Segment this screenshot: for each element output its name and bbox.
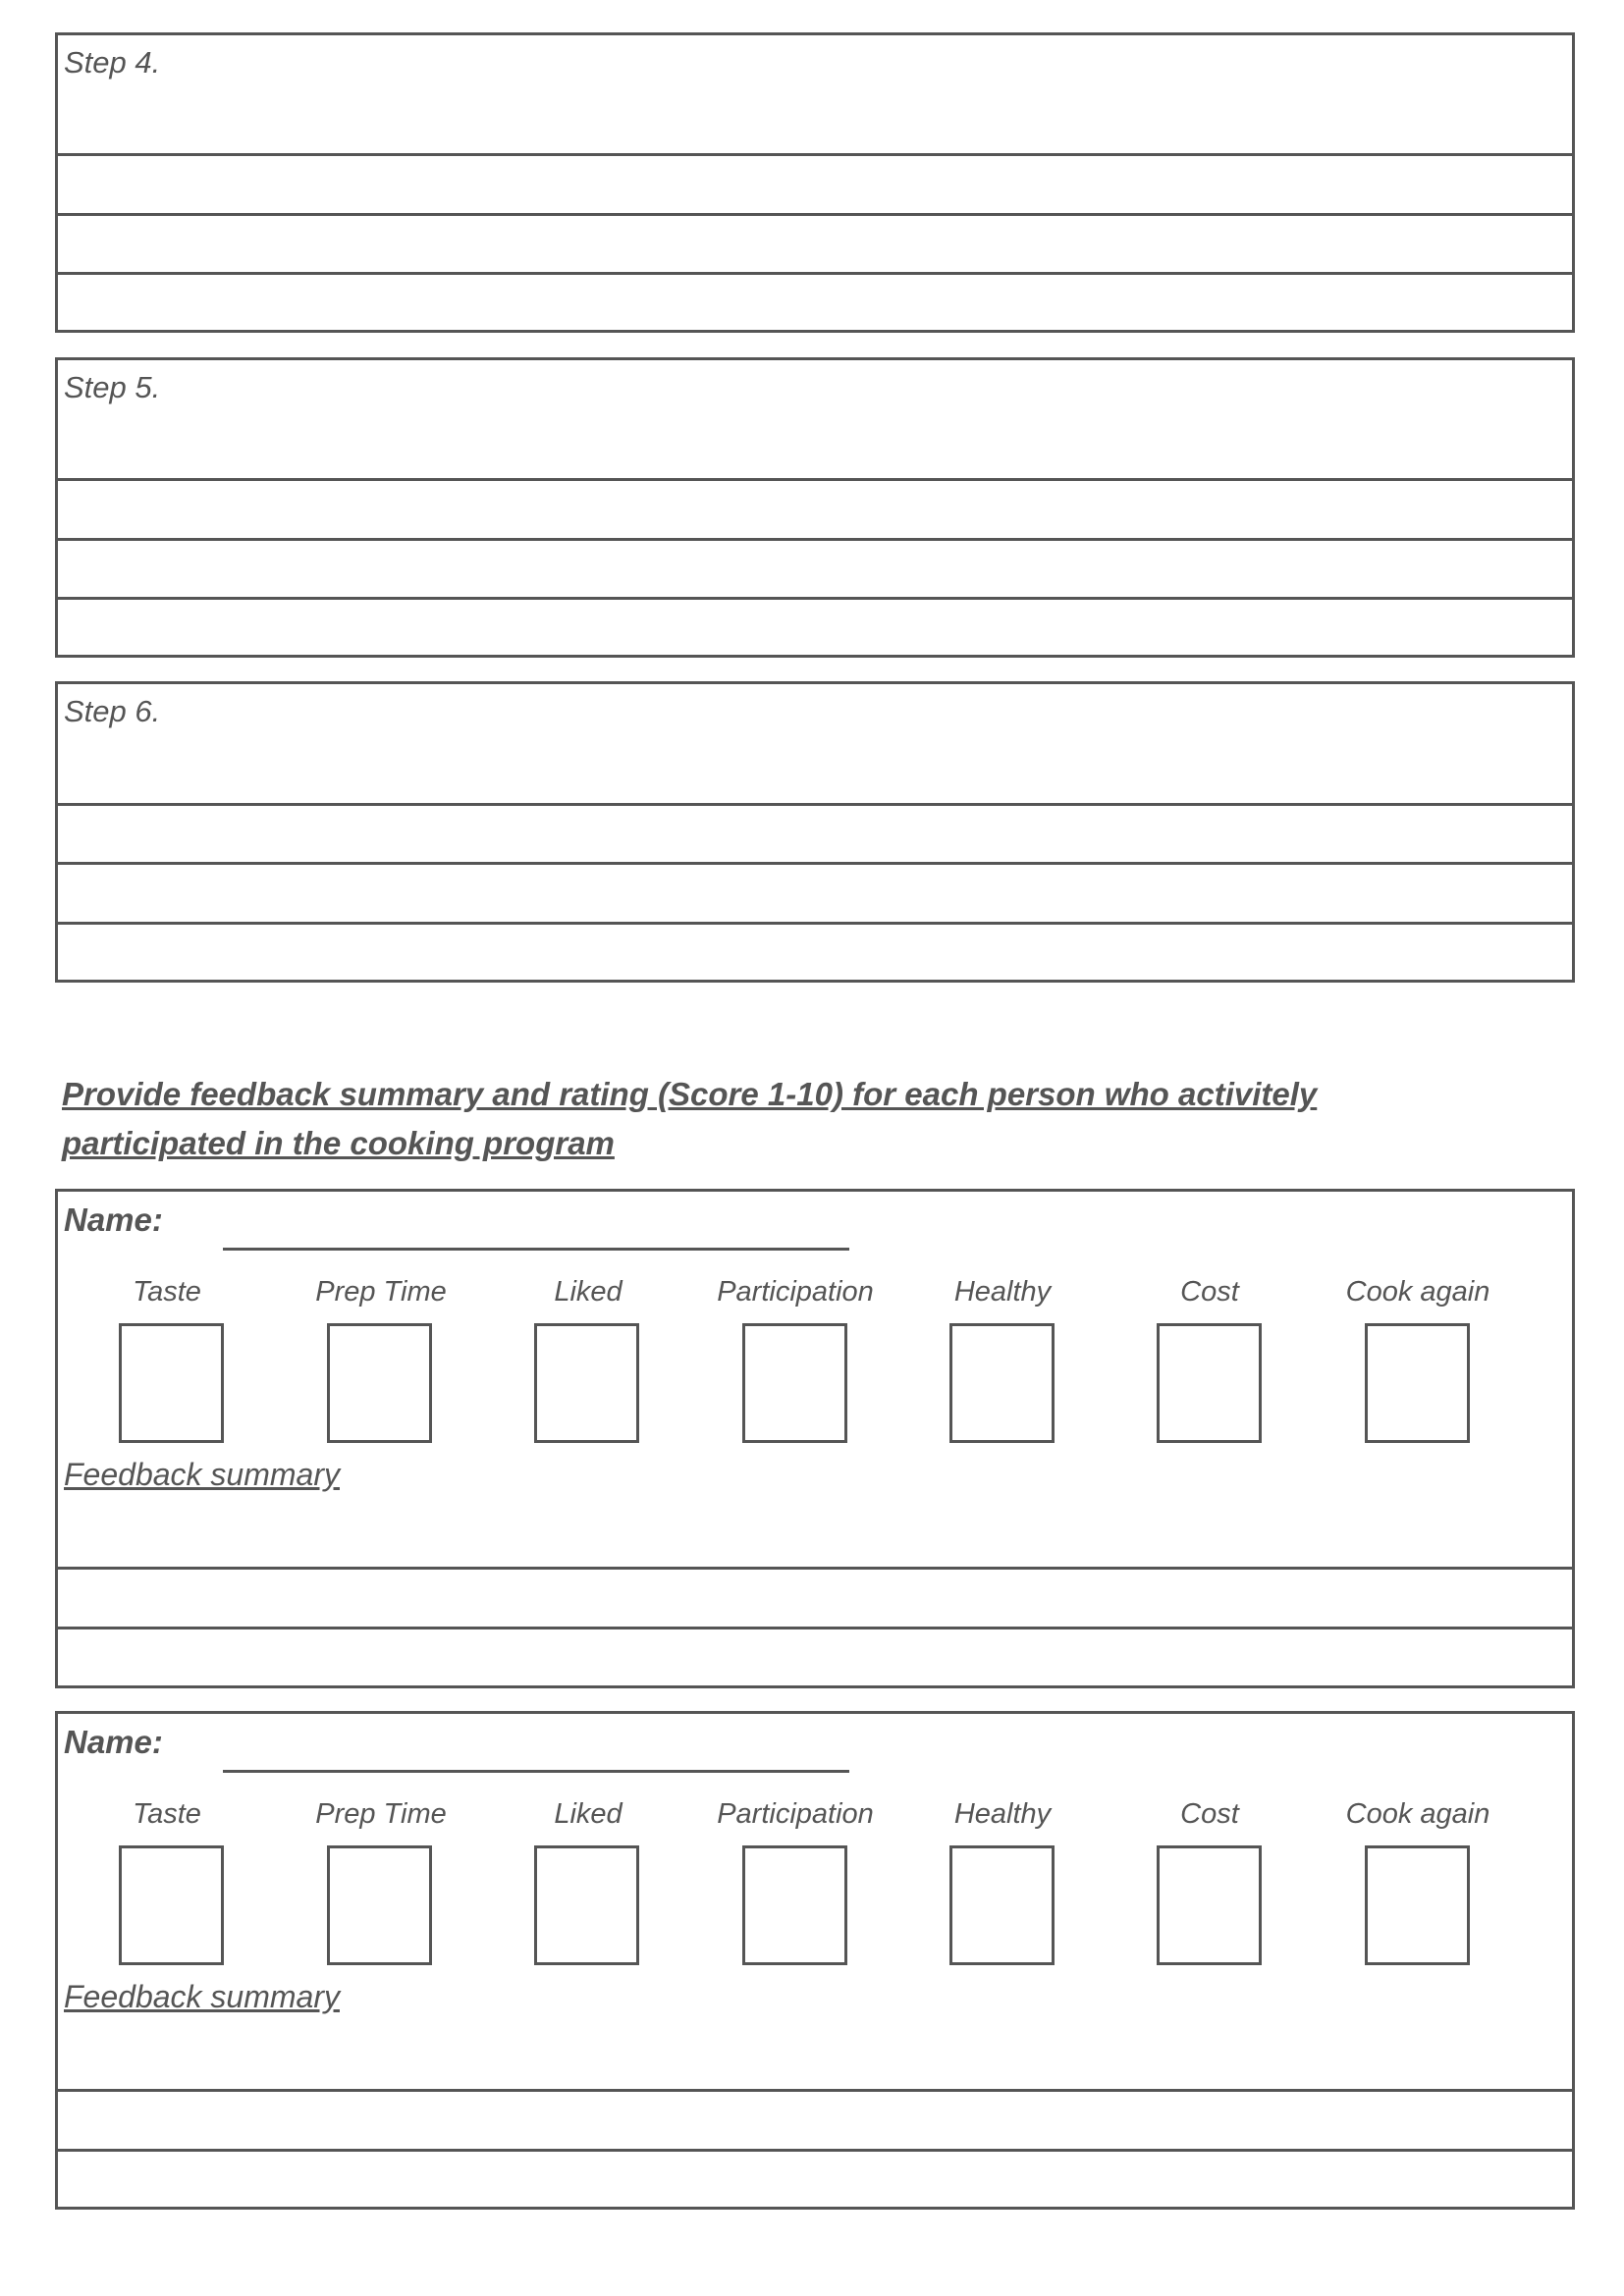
- rating-label-participation: Participation: [717, 1798, 874, 1830]
- rating-box-taste[interactable]: [119, 1323, 224, 1443]
- step-5-label: Step 5.: [64, 370, 161, 404]
- rating-box-prep-time[interactable]: [327, 1845, 432, 1965]
- rating-box-prep-time[interactable]: [327, 1323, 432, 1443]
- rating-box-cook-again[interactable]: [1365, 1845, 1470, 1965]
- step-6-writing-line-1[interactable]: [58, 803, 1572, 806]
- name-label: Name:: [64, 1201, 163, 1238]
- rating-label-cook-again: Cook again: [1345, 1798, 1490, 1830]
- rating-label-healthy: Healthy: [953, 1798, 1052, 1830]
- name-input-line[interactable]: [223, 1770, 849, 1773]
- feedback-summary-label: Feedback summary: [64, 1457, 340, 1492]
- rating-box-cost[interactable]: [1157, 1845, 1262, 1965]
- feedback-section-heading: [62, 1070, 1436, 1168]
- rating-label-cost: Cost: [1180, 1276, 1239, 1308]
- rating-box-taste[interactable]: [119, 1845, 224, 1965]
- step-6-writing-line-2[interactable]: [58, 862, 1572, 865]
- feedback-writing-line-2[interactable]: [58, 1627, 1572, 1629]
- step-5-writing-line-3[interactable]: [58, 597, 1572, 600]
- step-4-label: Step 4.: [64, 45, 161, 80]
- rating-box-participation[interactable]: [742, 1845, 847, 1965]
- feedback-summary-label: Feedback summary: [64, 1979, 340, 2014]
- feedback-writing-line-1[interactable]: [58, 1567, 1572, 1570]
- rating-label-cost: Cost: [1180, 1798, 1239, 1830]
- step-6-writing-line-3[interactable]: [58, 922, 1572, 925]
- rating-box-liked[interactable]: [534, 1845, 639, 1965]
- feedback-writing-line-2[interactable]: [58, 2149, 1572, 2152]
- name-label: Name:: [64, 1724, 163, 1760]
- rating-box-cook-again[interactable]: [1365, 1323, 1470, 1443]
- rating-box-liked[interactable]: [534, 1323, 639, 1443]
- step-5-writing-line-2[interactable]: [58, 538, 1572, 541]
- step-4-writing-line-3[interactable]: [58, 272, 1572, 275]
- rating-box-healthy[interactable]: [949, 1845, 1055, 1965]
- rating-label-prep-time: Prep Time: [315, 1276, 447, 1308]
- rating-label-cook-again: Cook again: [1345, 1276, 1490, 1308]
- rating-label-taste: Taste: [133, 1276, 201, 1308]
- feedback-card-2: [55, 1711, 1575, 2210]
- rating-label-prep-time: Prep Time: [315, 1798, 447, 1830]
- feedback-heading-line-1: Provide feedback summary and rating (Score 1-10) for each person who activitely: [62, 1076, 1318, 1112]
- name-input-line[interactable]: [223, 1248, 849, 1251]
- rating-label-liked: Liked: [554, 1798, 623, 1830]
- rating-box-participation[interactable]: [742, 1323, 847, 1443]
- feedback-writing-line-1[interactable]: [58, 2089, 1572, 2092]
- step-5-writing-line-1[interactable]: [58, 478, 1572, 481]
- rating-label-taste: Taste: [133, 1798, 201, 1830]
- feedback-card-1: [55, 1189, 1575, 1688]
- step-4-writing-line-1[interactable]: [58, 153, 1572, 156]
- step-4-writing-line-2[interactable]: [58, 213, 1572, 216]
- step-6-label: Step 6.: [64, 694, 161, 728]
- step-5-box: [55, 357, 1575, 658]
- rating-label-liked: Liked: [554, 1276, 623, 1308]
- rating-label-participation: Participation: [717, 1276, 874, 1308]
- step-6-box: [55, 681, 1575, 983]
- step-4-box: [55, 32, 1575, 333]
- rating-box-cost[interactable]: [1157, 1323, 1262, 1443]
- rating-label-healthy: Healthy: [953, 1276, 1052, 1308]
- feedback-heading-line-2: participated in the cooking program: [62, 1125, 615, 1161]
- rating-box-healthy[interactable]: [949, 1323, 1055, 1443]
